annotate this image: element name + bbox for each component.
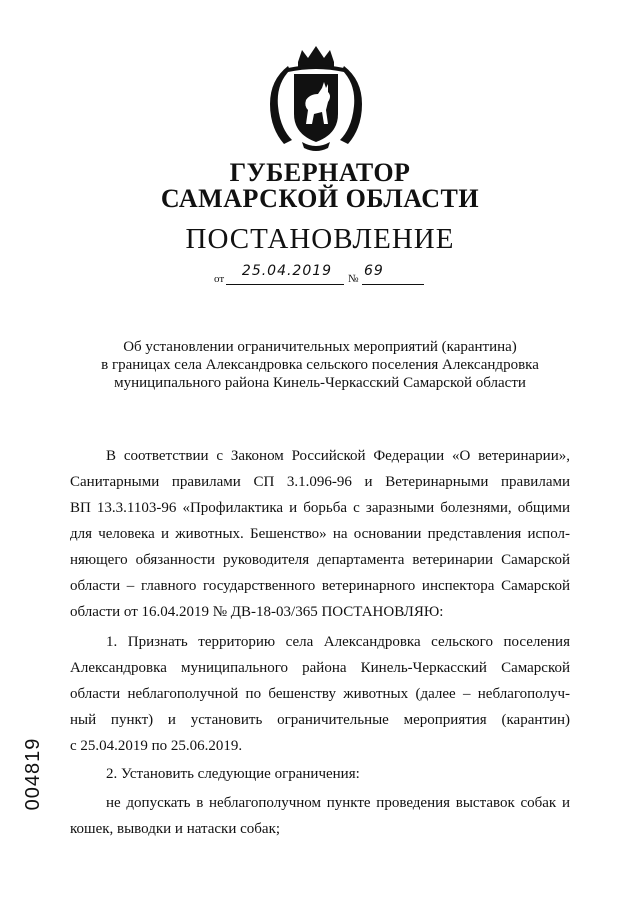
region-title: САМАРСКОЙ ОБЛАСТИ xyxy=(160,184,480,213)
body-line: 1. Признать территорию села Александровка сельского поселения xyxy=(106,634,570,650)
document-type: ПОСТАНОВЛЕНИЕ xyxy=(185,223,455,255)
number-label: № xyxy=(348,273,359,285)
stamp-number: 004819 xyxy=(22,737,44,811)
body-line: области неблагополучной по бешенству животных (далее – неблагополуч- xyxy=(70,686,570,702)
document-number: 69 xyxy=(364,263,384,279)
body-line: кошек, выводки и натаски собак; xyxy=(70,821,281,837)
body-line: няющего обязанности руководителя департамента ветеринарии Самарской xyxy=(70,552,570,568)
subject-line: Об установлении ограничительных мероприятий (карантина) xyxy=(123,339,517,355)
body-line: области – главного государственного ветеринарного инспектора Самарской xyxy=(70,578,570,594)
date-underline xyxy=(226,284,344,285)
date-number-line xyxy=(214,263,434,287)
body-line: В соответствии с Законом Российской Федерации «О ветеринарии», xyxy=(106,448,570,464)
body-line: ВП 13.3.1103-96 «Профилактика и борьба с заразными болезнями, общими xyxy=(70,500,570,516)
subject-line: в границах села Александровка сельского поселения Александровка xyxy=(101,357,539,373)
document-date: 25.04.2019 xyxy=(241,263,333,279)
body-line: ный пункт) и установить ограничительные мероприятия (карантин) xyxy=(70,712,570,728)
body-line: Санитарными правилами СП 3.1.096-96 и Ветеринарными правилами xyxy=(70,474,570,490)
body-line: области от 16.04.2019 № ДВ-18-03/365 ПОСТАНОВЛЯЮ: xyxy=(70,604,444,620)
body-line: не допускать в неблагополучном пункте проведения выставок собак и xyxy=(106,795,570,811)
coat-of-arms-icon xyxy=(268,44,364,152)
body-line: 2. Установить следующие ограничения: xyxy=(106,766,360,782)
governor-title: ГУБЕРНАТОР xyxy=(229,158,411,187)
document-subject xyxy=(70,338,570,392)
body-line: Александровка муниципального района Кинель-Черкасский Самарской xyxy=(70,660,570,676)
body-line: для человека и животных. Бешенство» на основании представления испол- xyxy=(70,526,570,542)
subject-line: муниципального района Кинель-Черкасский Самарской области xyxy=(114,375,526,391)
number-underline xyxy=(362,284,424,285)
registration-stamp xyxy=(12,730,52,820)
body-line: с 25.04.2019 по 25.06.2019. xyxy=(70,738,243,754)
from-label: от xyxy=(214,273,225,285)
